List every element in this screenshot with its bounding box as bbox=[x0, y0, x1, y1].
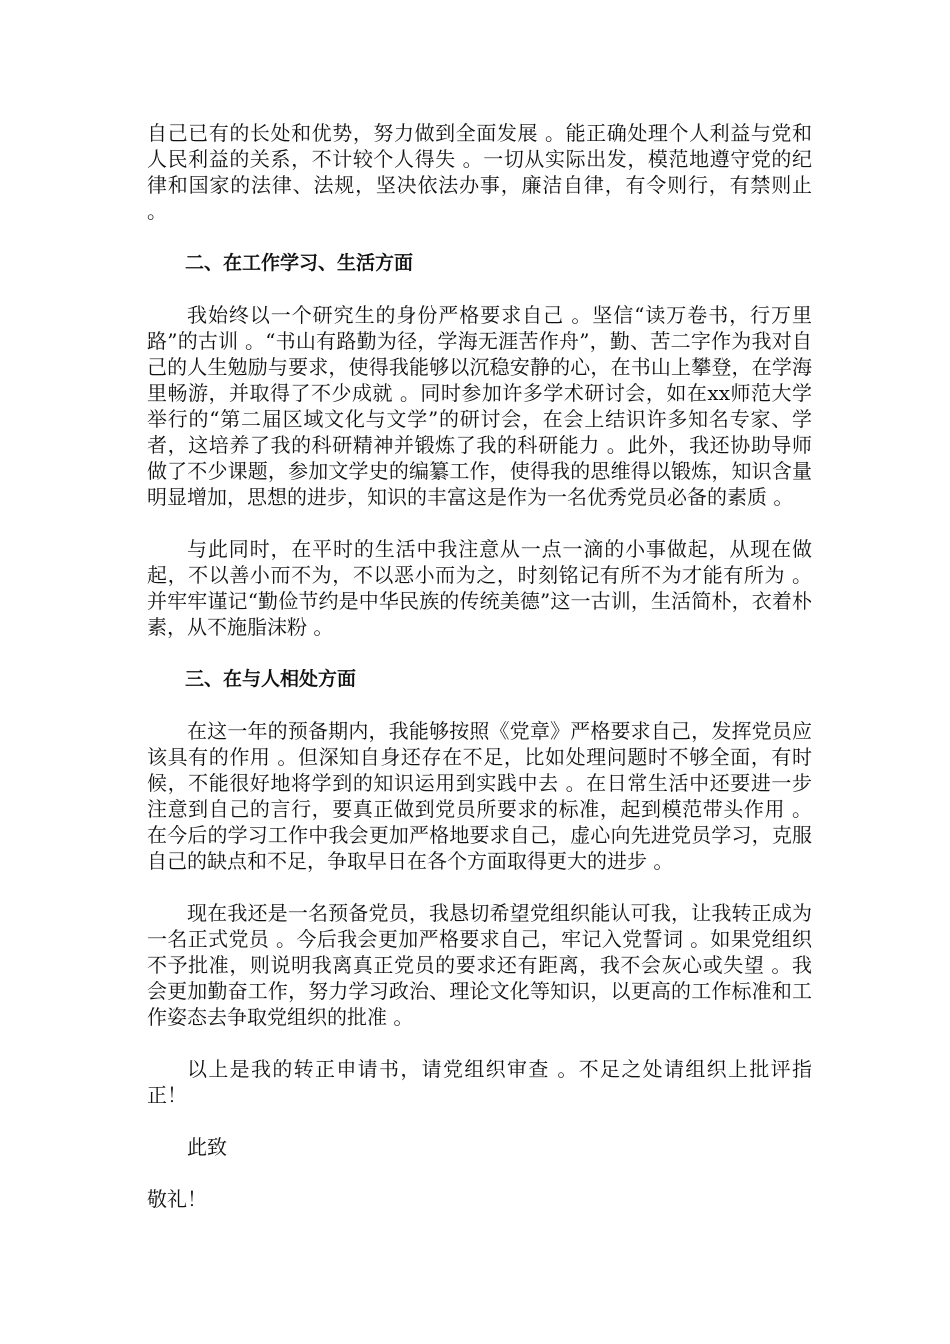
paragraph-study: 我始终以一个研究生的身份严格要求自己 。坚信“读万卷书，行万里路”的古训 。“书山有路勤为径，学海无涯苦作舟”，勤、苦二字作为我对自己的人生勉励与要求，使得我能够以沉稳安静的心，在书山上攀登，在学海里畅游，并取得了不少成就 。同时参加许多学术研讨会，如在xx师范大学举行的“第二届区域文化与文学”的研讨会，在会上结识许多知名专家、学者，这培养了我的科研精神并锻炼了我的科研能力 。此外，我还协助导师做了不少课题，参加文学史的编纂工作，使得我的思维得以锻炼，知识含量明显增加，思想的进步，知识的丰富这是作为一名优秀党员必备的素质 。 bbox=[147, 303, 812, 509]
document-page bbox=[147, 120, 812, 1212]
section-heading-work-study-life: 二、在工作学习、生活方面 bbox=[185, 252, 414, 274]
section-heading-interpersonal: 三、在与人相处方面 bbox=[185, 668, 357, 690]
closing-salute: 敬礼！ bbox=[147, 1187, 207, 1211]
closing-cizhi: 此致 bbox=[187, 1135, 227, 1159]
paragraph-probation: 在这一年的预备期内，我能够按照《党章》严格要求自己，发挥党员应该具有的作用 。但深知自身还存在不足，比如处理问题时不够全面，有时候，不能很好地将学到的知识运用到实践中去 。在日常生活中还要进一步注意到自己的言行，要真正做到党员所要求的标准，起到模范带头作用 。在今后的学习工作中我会更加严格地要求自己，虚心向先进党员学习，克服自己的缺点和不足，争取早日在各个方面取得更大的进步 。 bbox=[147, 719, 812, 873]
paragraph-intro-continued: 自己已有的长处和优势，努力做到全面发展 。能正确处理个人利益与党和人民利益的关系，不计较个人得失 。一切从实际出发，模范地遵守党的纪律和国家的法律、法规，坚决依法办事，廉洁自律，有令则行，有禁则止 。 bbox=[147, 121, 812, 223]
paragraph-life: 与此同时，在平时的生活中我注意从一点一滴的小事做起，从现在做起，不以善小而不为，不以恶小而为之，时刻铭记有所不为才能有所为 。并牢牢谨记“勤俭节约是中华民族的传统美德”这一古训，生活简朴，衣着朴素，从不施脂沫粉 。 bbox=[147, 537, 812, 639]
paragraph-conclusion: 以上是我的转正申请书，请党组织审查 。不足之处请组织上批评指正！ bbox=[147, 1057, 812, 1107]
paragraph-request: 现在我还是一名预备党员，我恳切希望党组织能认可我，让我转正成为一名正式党员 。今后我会更加严格要求自己，牢记入党誓词 。如果党组织不予批准，则说明我离真正党员的要求还有距离，我不会灰心或失望 。我会更加勤奋工作，努力学习政治、理论文化等知识，以更高的工作标准和工作姿态去争取党组织的批准 。 bbox=[147, 901, 812, 1029]
